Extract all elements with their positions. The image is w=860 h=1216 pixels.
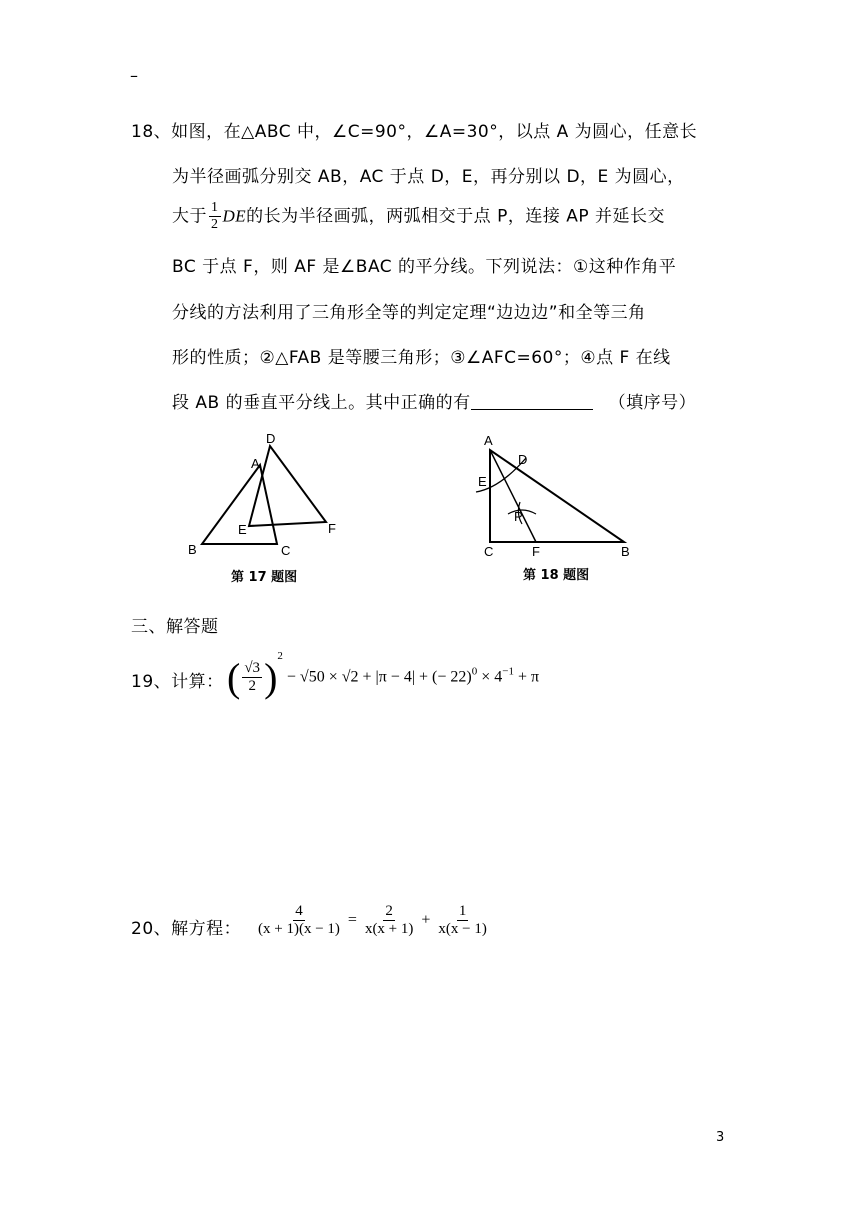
figure-17 — [180, 428, 350, 560]
q19-end: + π — [517, 668, 540, 686]
page-number: 3 — [716, 1130, 725, 1145]
fraction-3-denominator: x(x − 1) — [438, 921, 487, 937]
q18-line-7-text: 段 AB 的垂直平分线上。其中正确的有 — [172, 393, 471, 413]
q18-line-6: 形的性质；②△FAB 是等腰三角形；③∠AFC=60°；④点 F 在线 — [172, 348, 671, 368]
exponent-0: 0 — [471, 665, 478, 678]
exponent-2: 2 — [277, 650, 283, 662]
figure-18-caption: 第 18 题图 — [523, 568, 590, 583]
label-a: A — [484, 433, 493, 448]
left-paren: ( — [227, 654, 241, 700]
label-e: E — [478, 474, 487, 489]
label-c: C — [484, 544, 494, 559]
exponent-neg1: −1 — [502, 665, 514, 678]
q18-line-3-prefix: 大于 — [172, 206, 207, 227]
q19-expression — [227, 650, 539, 701]
fraction-1-numerator: 4 — [295, 903, 303, 919]
section-heading: 三、解答题 — [131, 617, 219, 637]
label-p: P — [514, 509, 523, 524]
q19-rest: − √50 × √2 + |π − 4| + (− 22) — [286, 668, 472, 686]
segment-de: DE — [222, 206, 247, 226]
label-d: D — [518, 452, 528, 467]
q18-line-3 — [172, 201, 665, 232]
fraction-3 — [436, 904, 488, 937]
fill-in-hint: （填序号） — [608, 393, 697, 413]
q18-line-4: BC 于点 F，则 AF 是∠BAC 的平分线。下列说法：①这种作角平 — [172, 257, 677, 277]
q19-label: 19、计算： — [131, 672, 224, 692]
q18-line-3-text: 的长为半径画弧，两弧相交于点 P，连接 AP 并延长交 — [246, 206, 666, 227]
q20-label: 20、解方程： — [131, 919, 242, 939]
sqrt3-over-2 — [242, 661, 262, 694]
label-f: F — [532, 544, 540, 559]
header-mark: – — [130, 66, 138, 85]
fraction-2 — [363, 904, 415, 937]
label-b: B — [188, 542, 197, 557]
q18-line-7 — [172, 388, 696, 413]
label-a: A — [251, 456, 260, 471]
bisector-af — [490, 450, 536, 542]
fraction-3-numerator: 1 — [458, 903, 467, 919]
half-fraction — [209, 201, 221, 232]
plus-sign: + — [421, 911, 431, 929]
fraction-denominator: 2 — [248, 677, 256, 694]
fraction-1 — [256, 904, 342, 937]
figure-17-caption: 第 17 题图 — [231, 570, 298, 585]
q20-equation — [254, 904, 491, 937]
equals-sign: = — [347, 911, 357, 929]
figure-18 — [470, 430, 640, 562]
q19-tail: × 4 — [481, 668, 503, 686]
fraction-numerator: √3 — [244, 659, 261, 676]
fraction-2-numerator: 2 — [385, 903, 393, 919]
label-b: B — [621, 544, 630, 559]
answer-blank — [471, 393, 593, 410]
fraction-numerator: 1 — [211, 200, 219, 215]
label-d: D — [266, 431, 276, 446]
label-c: C — [281, 543, 291, 558]
label-e: E — [238, 522, 247, 537]
fraction-denominator: 2 — [211, 217, 219, 232]
q18-line-1: 18、如图，在△ABC 中，∠C=90°，∠A=30°，以点 A 为圆心，任意长 — [131, 122, 698, 142]
label-f: F — [328, 521, 336, 536]
right-paren: ) — [264, 654, 278, 700]
triangle-def — [249, 446, 326, 526]
fraction-2-denominator: x(x + 1) — [364, 921, 414, 937]
q18-line-2: 为半径画弧分别交 AB，AC 于点 D，E，再分别以 D，E 为圆心， — [172, 167, 685, 187]
q18-line-5: 分线的方法利用了三角形全等的判定定理“边边边”和全等三角 — [172, 303, 646, 323]
fraction-1-denominator: (x + 1)(x − 1) — [258, 921, 340, 937]
right-triangle-acb — [490, 450, 624, 542]
